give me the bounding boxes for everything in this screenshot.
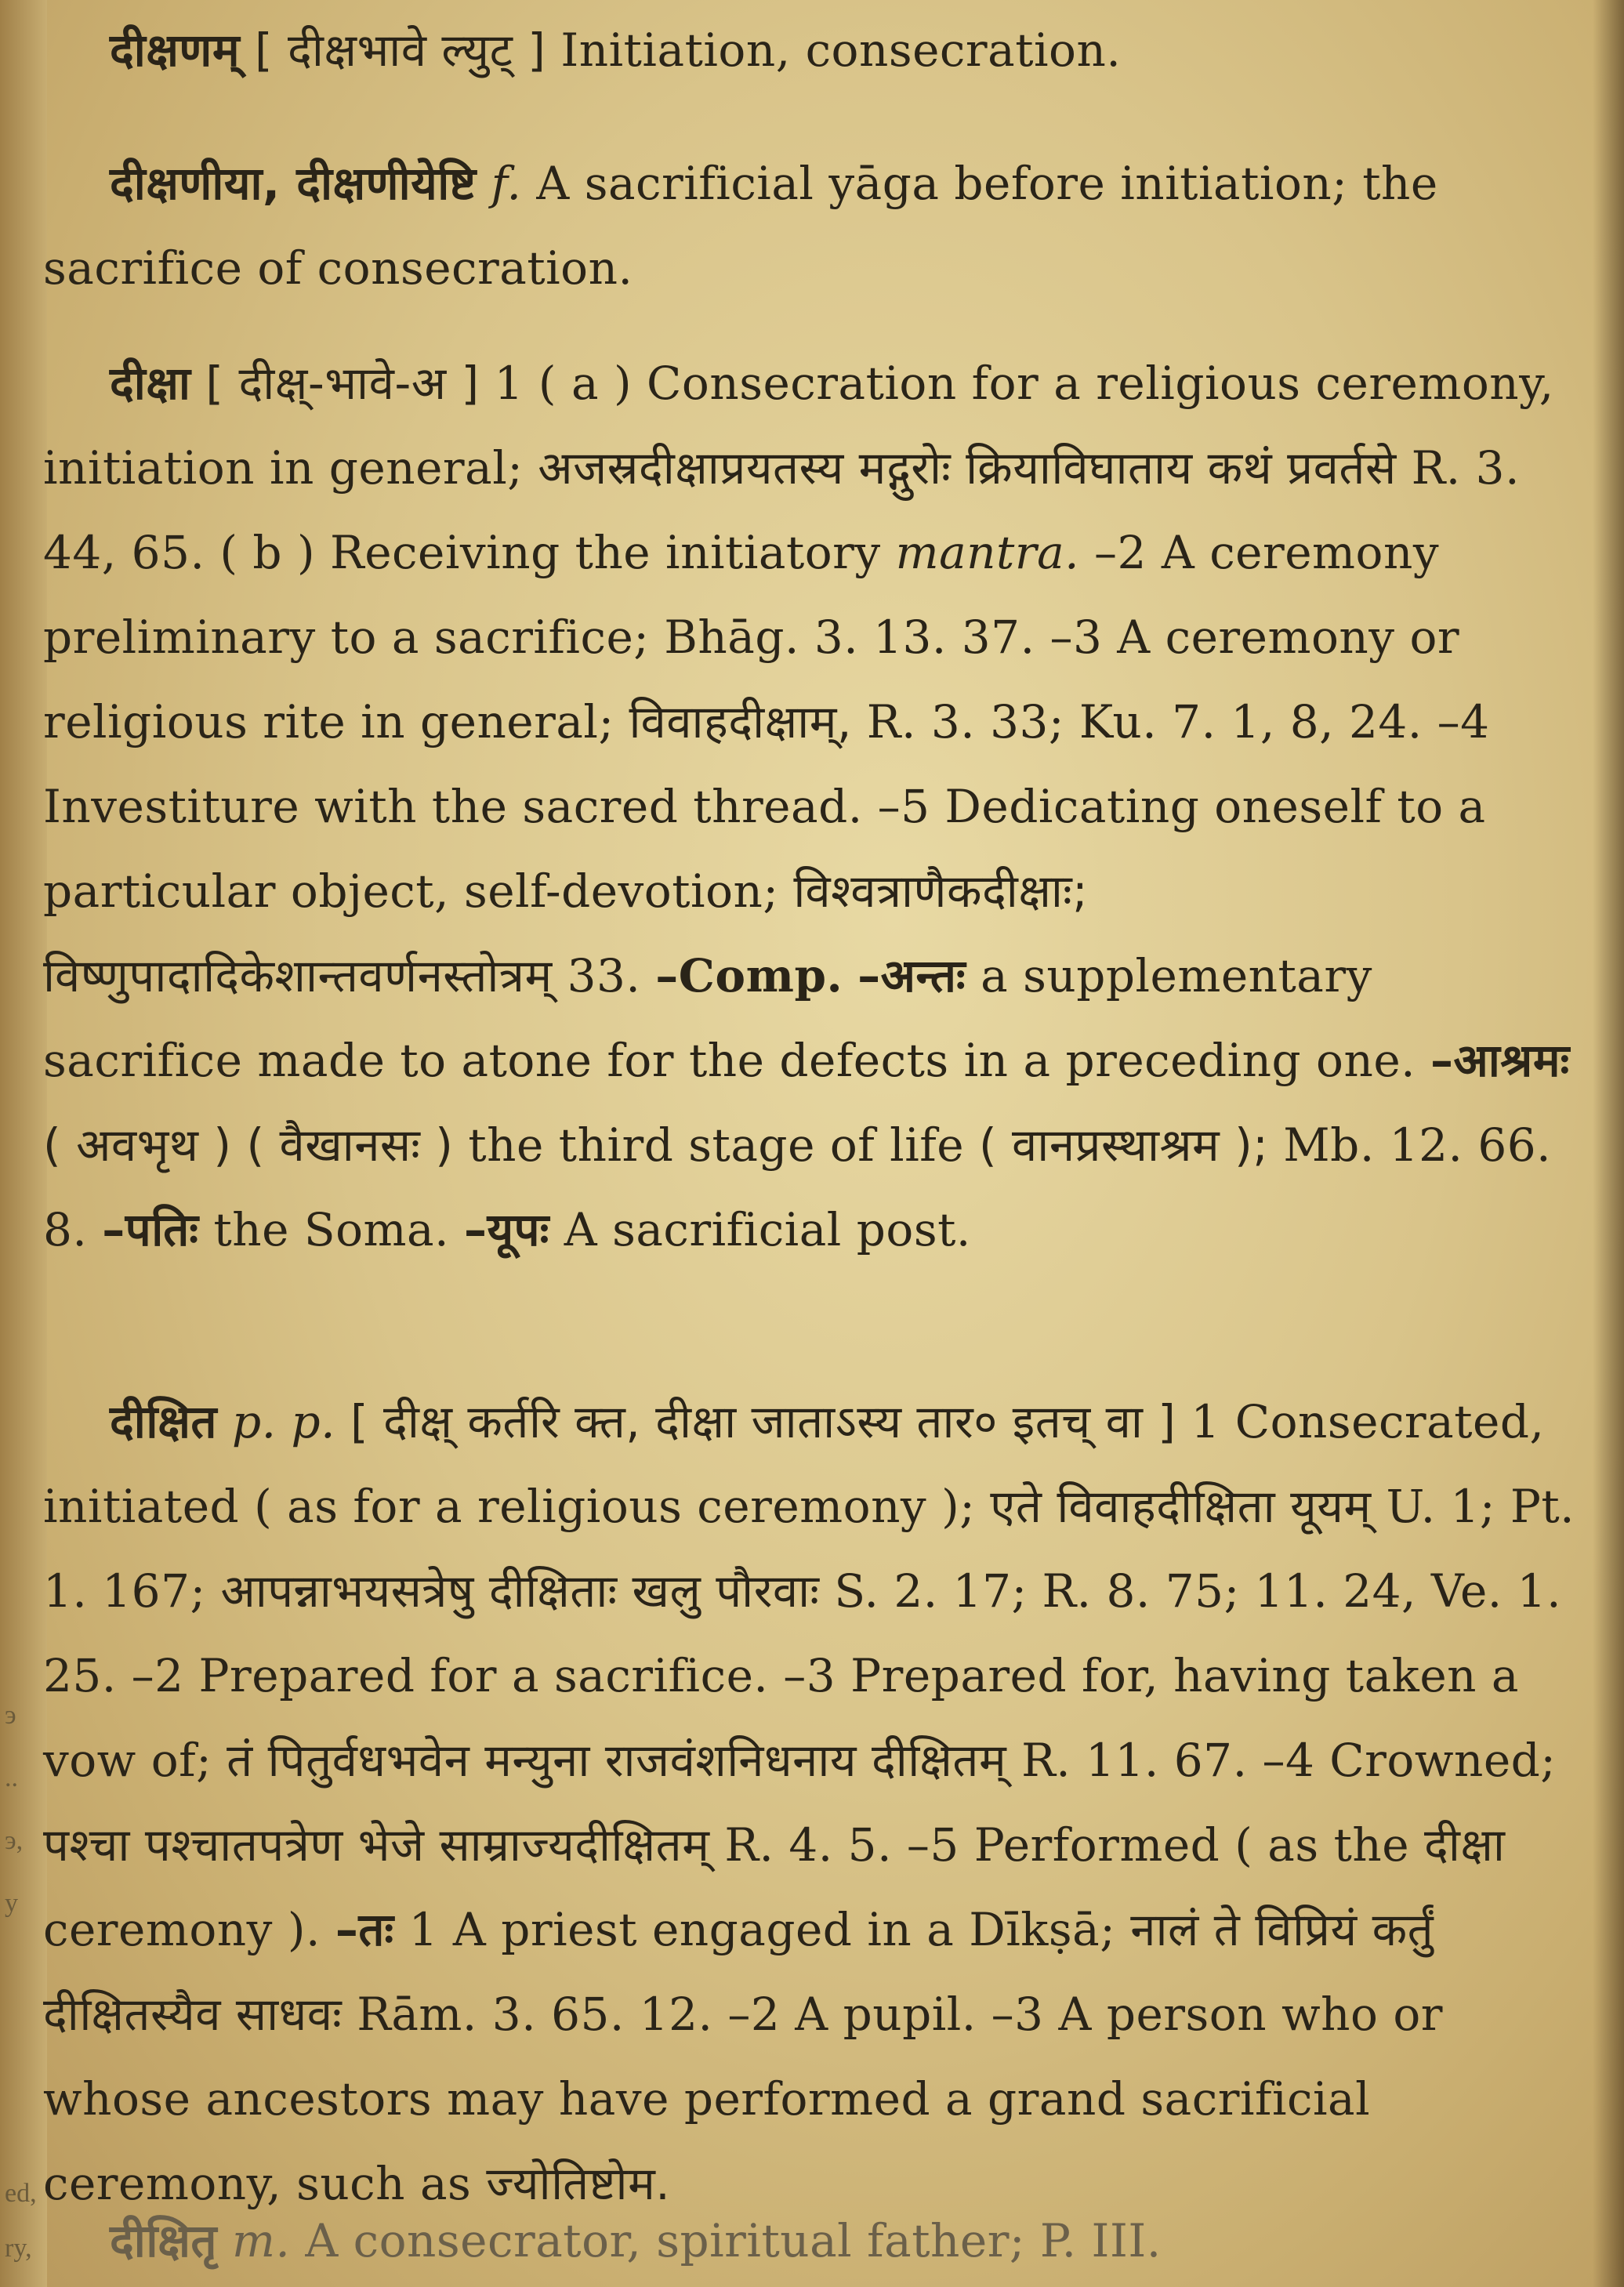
compound-gloss: ( वानप्रस्थाश्रम ); — [978, 1118, 1269, 1172]
quotation: आपन्नाभयसत्रेषु दीक्षिताः खलु पौरवाः — [220, 1564, 820, 1618]
compound-definition: a supplementary sacrifice made to atone for the defects in a preceding one. — [43, 949, 1416, 1087]
entry-dikshaniya — [43, 141, 1583, 310]
reference: U. 1; Pt. 1. 167; — [43, 1480, 1575, 1618]
compound-definition: the third stage of life — [468, 1118, 965, 1172]
entry-dikshanam — [43, 8, 1583, 92]
margin-fragment: э, — [5, 1826, 24, 1855]
compound-head: –आश्रमः — [1430, 1034, 1570, 1087]
part-of-speech: p. p. — [231, 1395, 336, 1448]
quotation: नालं ते विप्रियं कर्तुं दीक्षितस्यैव साधवः — [43, 1903, 1434, 2041]
margin-fragment: y — [5, 1889, 18, 1918]
page-edge-shadow — [1593, 0, 1624, 2287]
quotation: दीक्षा — [1424, 1818, 1506, 1872]
book-gutter — [0, 0, 47, 2287]
compound-definition: A sacrificial post. — [564, 1203, 971, 1256]
reference: 33. — [567, 949, 641, 1002]
compound-head: –यूपः — [464, 1203, 549, 1256]
headword: दीक्षा — [110, 357, 191, 410]
headword: दीक्षणीया, दीक्षणीयेष्टि — [110, 157, 477, 210]
headword: दीक्षित — [110, 1395, 217, 1448]
margin-fragment: ed, — [5, 2179, 37, 2208]
reference: Mb. 12. 66. 8. — [43, 1118, 1552, 1256]
margin-fragment: .. — [5, 1763, 18, 1792]
quotation: ज्योतिष्टोम. — [486, 2157, 671, 2210]
margin-fragment: ry, — [5, 2234, 32, 2263]
etymology: [ दीक्ष् कर्तरि क्त, दीक्षा जाताऽस्य तार० इतच् वा ] — [350, 1395, 1176, 1448]
compound-gloss: ( अवभृथ ) ( वैखानसः ) — [43, 1118, 454, 1172]
definition: A consecrator, spiritual father; P. III. — [305, 2214, 1162, 2267]
reference: ceremony ). — [43, 1903, 321, 1956]
quotation: तं पितुर्वधभवेन मन्युना राजवंशनिधनाय दीक्षितम् — [227, 1734, 1007, 1787]
margin-fragment: э — [5, 1701, 16, 1730]
quotation: पश्चा पश्चातपत्रेण भेजे साम्राज्यदीक्षितम् — [43, 1818, 710, 1872]
sense-text: 1 A priest engaged in a Dīkṣā; — [408, 1903, 1116, 1956]
sense-text: 1 ( a ) Consecration for a religious ceremony, initiation in general; — [43, 357, 1554, 495]
entry-dikshita — [43, 1379, 1583, 2226]
reference: R. 3. 33; Ku. 7. 1, 8, 24. –4 Investiture with the sacred thread. –5 Dedicating oneself to a particular object, self-devotion; — [43, 695, 1490, 918]
quotation: एते विवाहदीक्षिता यूयम् — [990, 1480, 1372, 1533]
headword: दीक्षितृ — [110, 2214, 217, 2267]
compound-definition: the Soma. — [213, 1203, 450, 1256]
reference: R. 3. 44, 65. ( b ) Receiving the initiatory — [43, 441, 1521, 579]
entry-diksha — [43, 341, 1583, 1272]
sense-text: –2 A ceremony preliminary to a sacrifice; Bhāg. 3. 13. 37. –3 A ceremony or religious rite in general; — [43, 526, 1460, 748]
italic-term: mantra. — [895, 526, 1080, 579]
quotation: विवाहदीक्षाम्, — [629, 695, 852, 748]
reference: S. 2. 17; R. 8. 75; 11. 24, Ve. 1. 25. –2 Prepared for a sacrifice. –3 Prepared for, having taken a vow of; — [43, 1564, 1561, 1787]
etymology: [ दीक्ष्-भावे-अ ] — [205, 357, 480, 410]
gender: m. — [231, 2214, 291, 2267]
entry-dikshitri — [43, 2198, 1583, 2283]
definition: A sacrificial yāga before initiation; the sacrifice of consecration. — [43, 157, 1438, 295]
gender: f. — [491, 157, 522, 210]
reference: Rām. 3. 65. 12. –2 A pupil. –3 A person who or whose ancestors may have performed a grand sacrificial ceremony, such as — [43, 1988, 1443, 2210]
etymology: [ दीक्षभावे ल्युट् ] — [254, 24, 546, 77]
compound-head: –तः — [335, 1903, 394, 1956]
quotation: विश्वत्राणैकदीक्षाः; विष्णुपादादिकेशान्तवर्णनस्तोत्रम् — [43, 864, 1089, 1002]
compounds-label: –Comp. — [655, 949, 843, 1002]
reference: R. 11. 67. –4 Crowned; — [1021, 1734, 1557, 1787]
headword: दीक्षणम् — [110, 24, 241, 77]
quotation: अजस्रदीक्षाप्रयतस्य मद्गुरोः क्रियाविघाताय कथं प्रवर्तसे — [538, 441, 1397, 495]
definition: Initiation, consecration. — [560, 24, 1122, 77]
reference: R. 4. 5. –5 Performed ( as the — [724, 1818, 1410, 1872]
compound-head: –पतिः — [102, 1203, 199, 1256]
compound-head: –अन्तः — [857, 949, 966, 1002]
sense-text: 1 Consecrated, initiated ( as for a religious ceremony ); — [43, 1395, 1545, 1533]
